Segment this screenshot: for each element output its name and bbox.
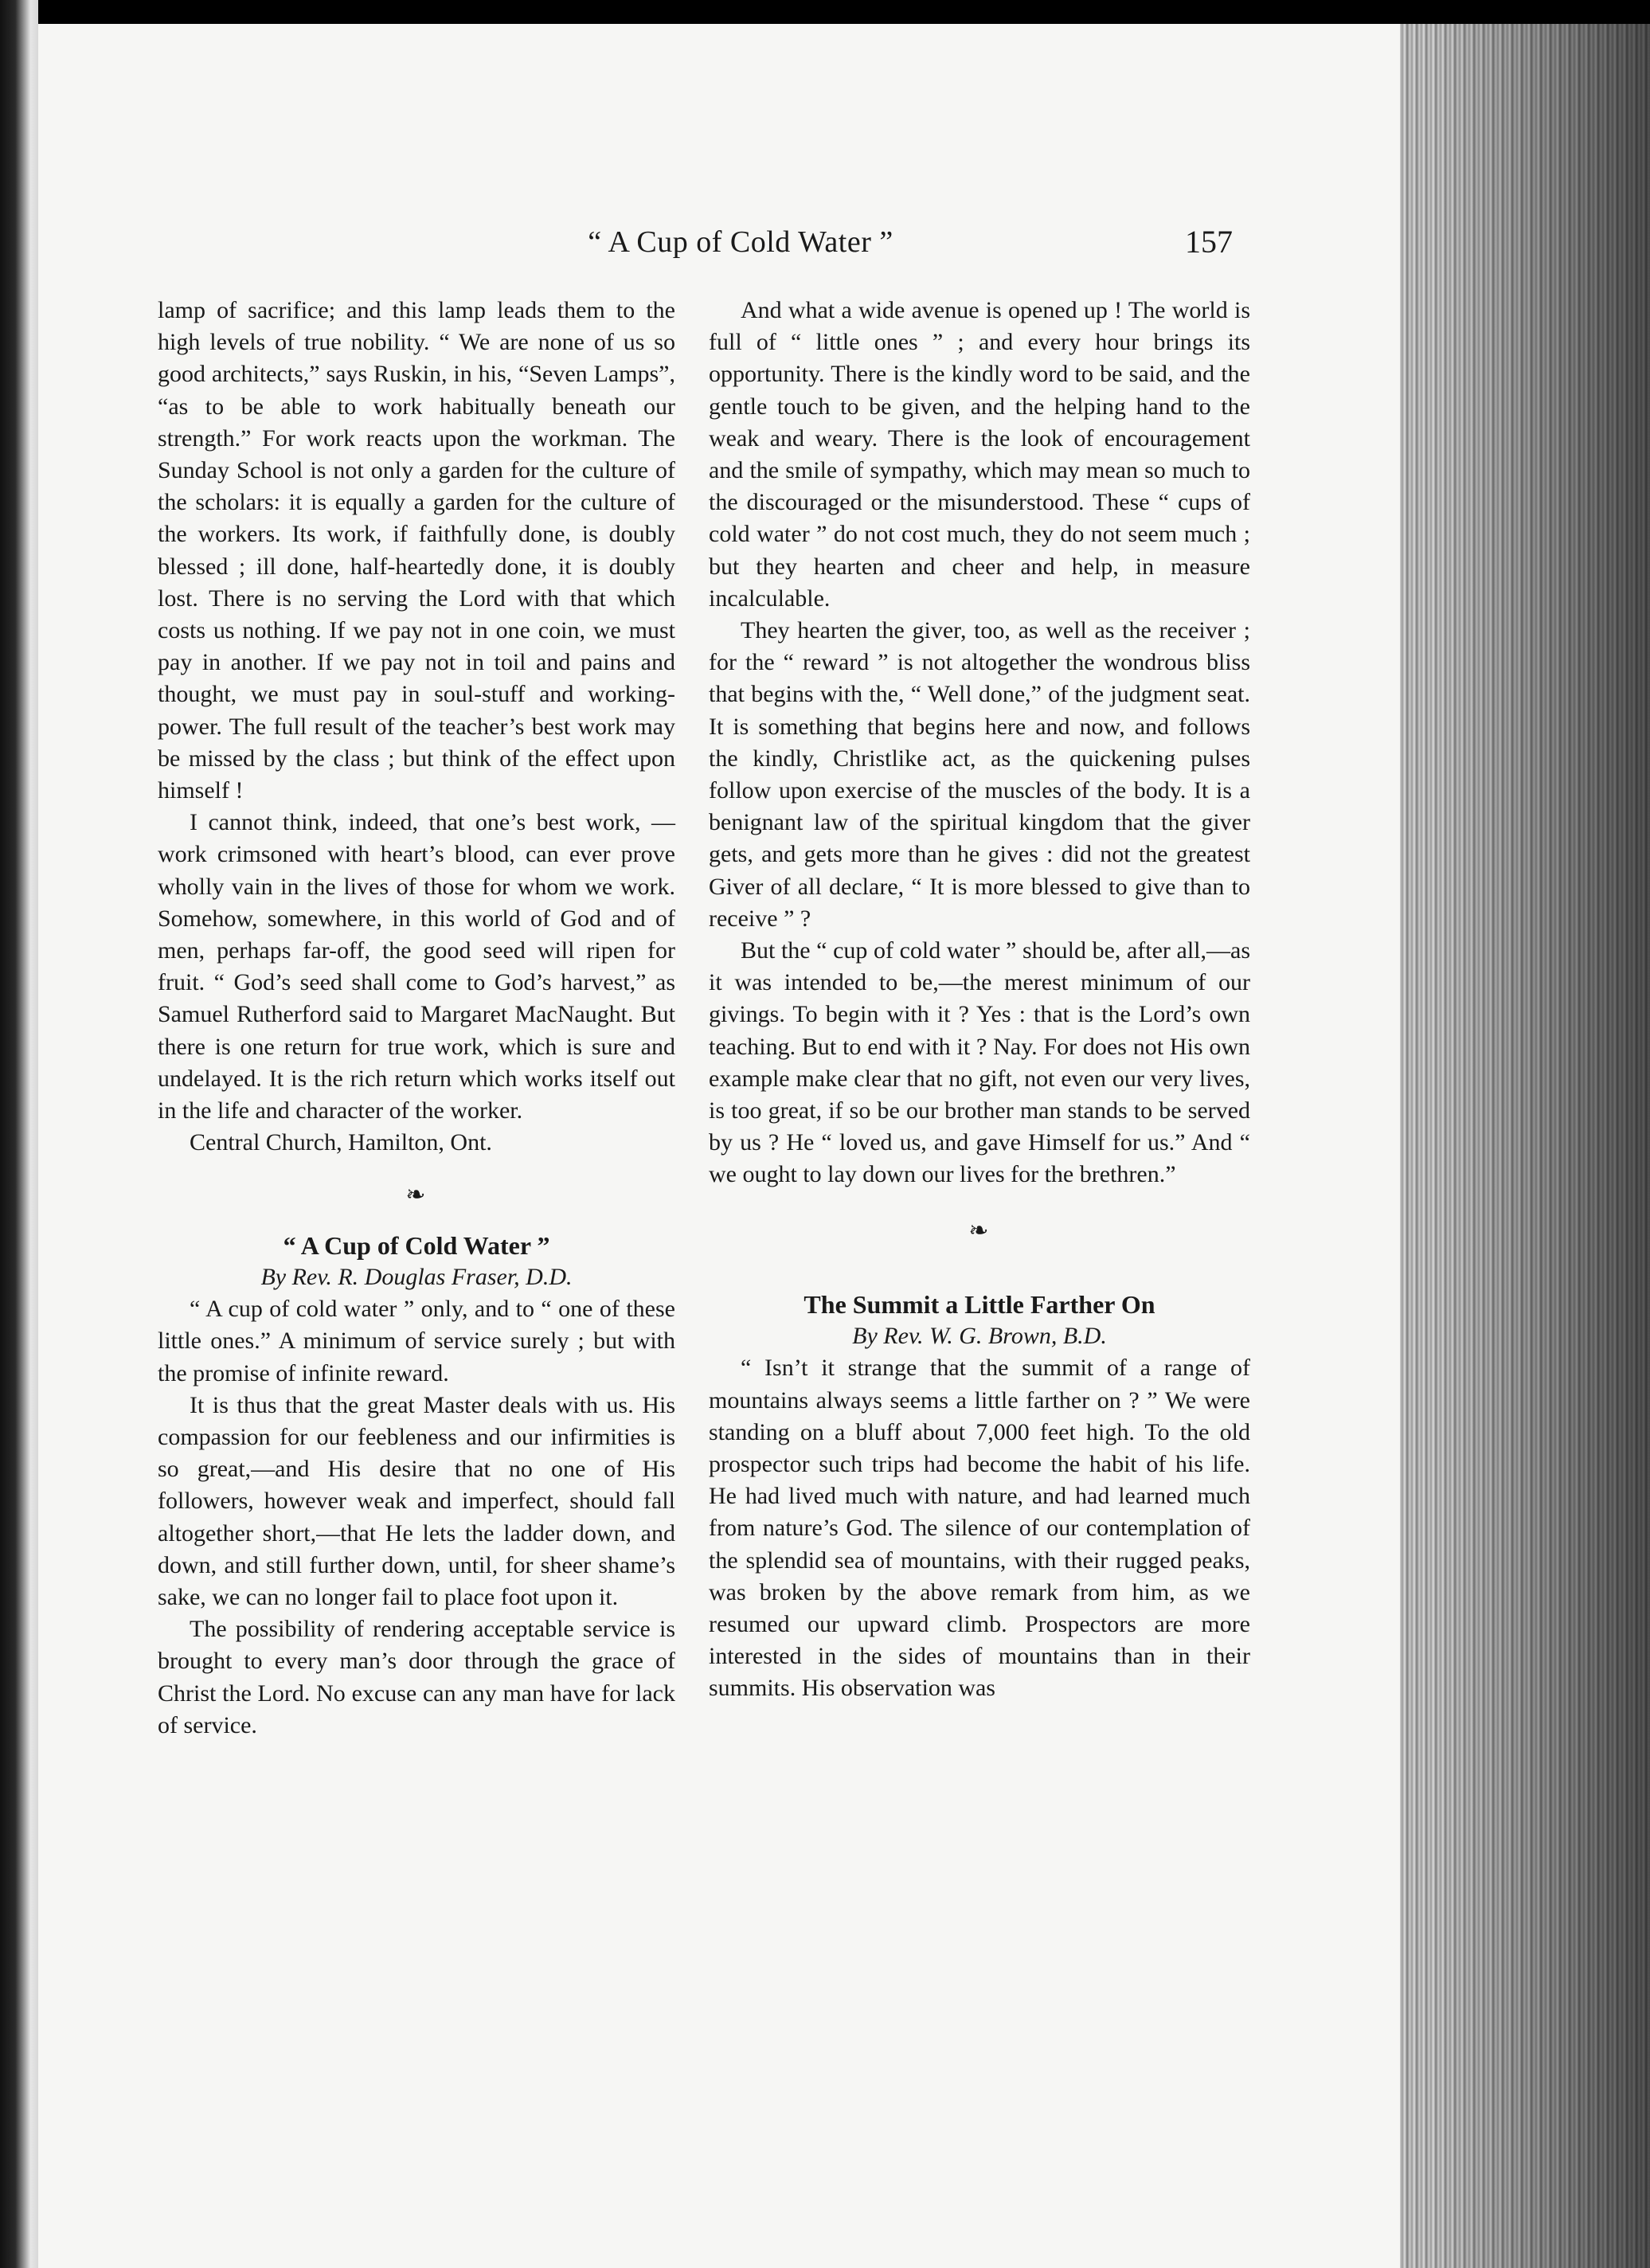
binding-edge	[0, 0, 38, 2268]
signature: Central Church, Hamilton, Ont.	[190, 1129, 492, 1156]
right-column	[709, 295, 1250, 1705]
ornament-icon: ❧	[405, 1182, 428, 1209]
left-column	[158, 295, 675, 1742]
byline: By Rev. W. G. Brown, B.D.	[852, 1323, 1107, 1350]
paragraph: And what a wide avenue is opened up ! The world is full of “ little ones ” ; and every hour brings its opportunity. There is the kindly word to be said, and the gentle touch to be given, and the helping hand to the weak and weary. There is the look of encouragement and the smile of sympathy, which may mean so much to the discouraged or the misunderstood. These “ cups of cold water ” do not cost much, they do not seem much ; but they hearten and cheer and help, in measure incalculable.	[709, 297, 1250, 612]
paragraph: But the “ cup of cold water ” should be, after all,—as it was intended to be,—the merest minimum of our givings. To begin with it ? Yes : that is the Lord’s own teaching. But to end with it ? Nay. For does not His own example make clear that no gift, not even our very lives, is too great, if so be our brother man stands to be served by us ? He “ loved us, and gave Himself for us.” And “ we ought to lay down our lives for the brethren.”	[709, 937, 1250, 1188]
paragraph: “ A cup of cold water ” only, and to “ one of these little ones.” A minimum of service surely ; but with the promise of infinite reward.	[158, 1296, 675, 1386]
spacer	[709, 1191, 1250, 1215]
paragraph: I cannot think, indeed, that one’s best work, —work crimsoned with heart’s blood, can ever prove wholly vain in the lives of those for whom we work. Somehow, somewhere, in this world of God and of men, perhaps far-off, the good seed will ripen for fruit. “ God’s seed shall come to God’s harvest,” as Samuel Rutherford said to Margaret MacNaught. But there is one return for true work, which is sure and undelayed. It is the rich return which works itself out in the life and character of the worker.	[158, 809, 675, 1124]
paragraph: It is thus that the great Master deals with us. His compassion for our feebleness and our infirmities is so great,—and His desire that no one of His followers, however weak and imperfect, should fall altogether short,—that He lets the ladder down, and down, and still further down, until, for sheer shame’s sake, we can no longer fail to place foot upon it.	[158, 1391, 675, 1610]
paragraph: They hearten the giver, too, as well as the receiver ; for the “ reward ” is not altogether the wondrous bliss that begins with the, “ Well done,” of the judgment seat. It is something that begins here and now, and follows the kindly, Christlike act, as the quickening pulses follow upon exercise of the muscles of the body. It is a benignant law of the spiritual kingdom that the giver gets, and gets more than he gives : did not the greatest Giver of all declare, “ It is more blessed to give than to receive ” ?	[709, 617, 1250, 932]
article-title: “ A Cup of Cold Water ”	[283, 1230, 550, 1260]
spacer	[709, 1265, 1250, 1288]
page-number: 157	[1185, 224, 1233, 260]
ornament-icon: ❧	[968, 1217, 991, 1244]
paragraph: lamp of sacrifice; and this lamp leads them to the high levels of true nobility. “ We are none of us so good architects,” says Ruskin, in his, “Seven Lamps”, “as to be able to work habitually beneath our strength.” For work reacts upon the workman. The Sunday School is not only a garden for the culture of the scholars: it is equally a garden for the culture of the workers. Its work, if faithfully done, is doubly blessed ; ill done, half-heartedly done, it is doubly lost. There is no serving the Lord with that which costs us nothing. If we pay not in one coin, we must pay in another. If we pay not in toil and pains and thought, we must pay in soul-stuff and working-power. The full result of the teacher’s best work may be missed by the class ; but think of the effect upon himself !	[158, 297, 675, 804]
page-edges	[1400, 24, 1650, 2268]
running-head: “ A Cup of Cold Water ”	[588, 225, 893, 259]
paragraph: “ Isn’t it strange that the summit of a range of mountains always seems a little farther on ? ” We were standing on a bluff about 7,000 feet high. To the old prospector such trips had become the habit of his life. He had lived much with nature, and had learned much from nature’s God. The silence of our contemplation of the splendid sea of mountains, with their rugged peaks, was broken by the above remark from him, as we resumed our upward climb. Prospectors are more interested in the sides of mountains than in their summits. His observation was	[709, 1355, 1250, 1702]
byline: By Rev. R. Douglas Fraser, D.D.	[260, 1263, 573, 1290]
paragraph: The possibility of rendering acceptable service is brought to every man’s door through the grace of Christ the Lord. No excuse can any man have for lack of service.	[158, 1616, 675, 1738]
article-title: The Summit a Little Farther On	[803, 1289, 1155, 1319]
